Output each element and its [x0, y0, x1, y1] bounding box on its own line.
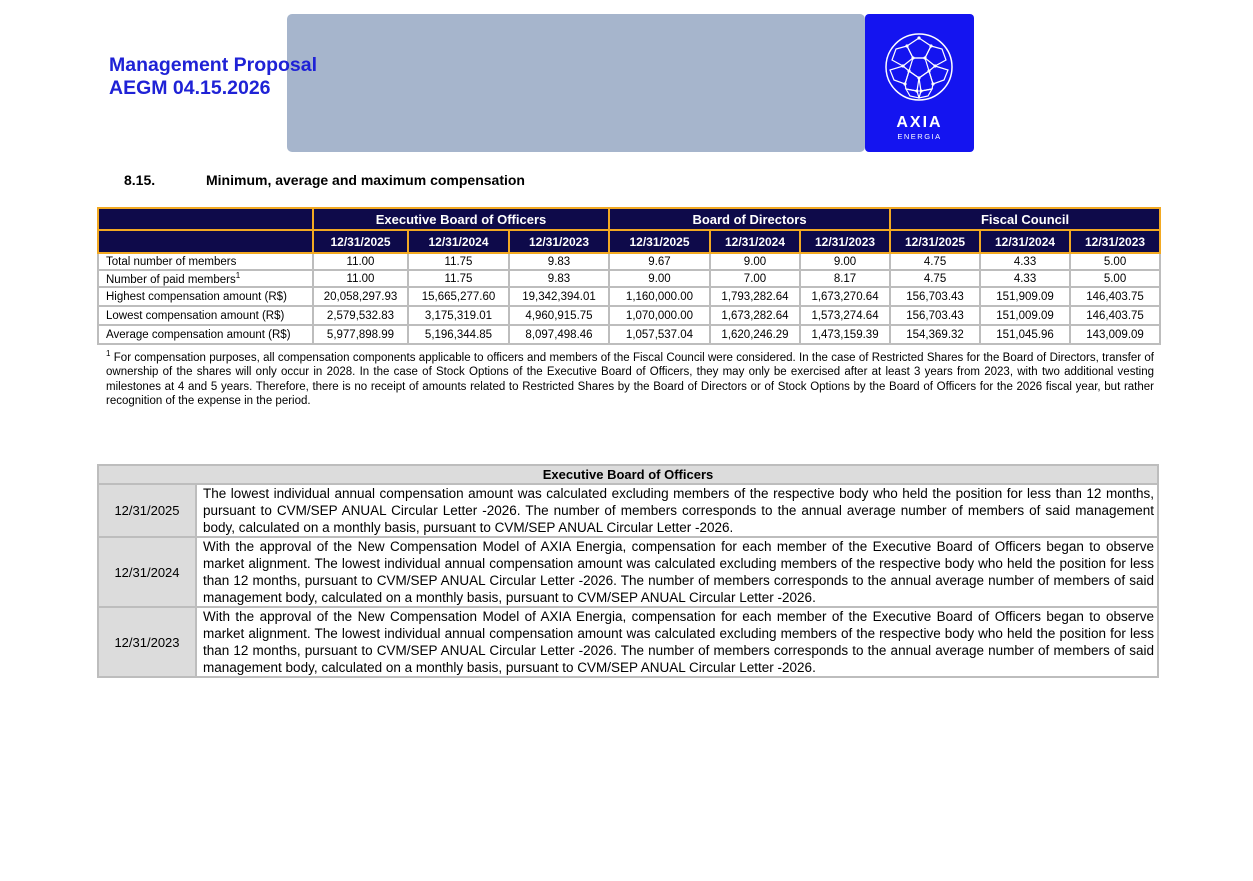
- row-text: With the approval of the New Compensation Model of AXIA Energia, compensation for each member of the Executive Board of Officers began to observe market alignment. The lowest individual annual compensation amount was calculated excluding members of the respective body who held the position for less than 12 months, pursuant to CVM/SEP ANUAL Circular Letter -2026. The number of members corresponds to the annual average number of members of said management body, calculated on a monthly basis, pursuant to CVM/SEP ANUAL Circular Letter -2026.: [196, 607, 1158, 677]
- table-cell: 3,175,319.01: [408, 306, 509, 325]
- table-row: [98, 306, 1160, 325]
- table-cell: 151,909.09: [980, 287, 1070, 306]
- row-date: 12/31/2025: [98, 484, 196, 537]
- description-table-header: Executive Board of Officers: [98, 465, 1158, 484]
- table-row: [98, 607, 1158, 677]
- table-cell: 15,665,277.60: [408, 287, 509, 306]
- row-label: Total number of members: [98, 253, 313, 270]
- section-title: Minimum, average and maximum compensation: [206, 172, 525, 188]
- table-cell: 4,960,915.75: [509, 306, 609, 325]
- footnote-marker: 1: [235, 271, 241, 281]
- date-header: 12/31/2024: [710, 230, 800, 253]
- table-cell: 1,793,282.64: [710, 287, 800, 306]
- table-cell: 1,473,159.39: [800, 325, 890, 344]
- table-cell: 1,673,270.64: [800, 287, 890, 306]
- company-logo: [865, 14, 974, 152]
- table-row: [98, 537, 1158, 607]
- table-cell: 8.17: [800, 270, 890, 287]
- date-header: 12/31/2025: [609, 230, 710, 253]
- table-row: [98, 484, 1158, 537]
- header-banner: [287, 14, 865, 152]
- table-cell: 9.00: [710, 253, 800, 270]
- globe-icon: [884, 32, 954, 102]
- table-cell: 4.75: [890, 270, 980, 287]
- table-row: [98, 325, 1160, 344]
- row-label: Number of paid members: [106, 273, 236, 286]
- table-cell: 151,045.96: [980, 325, 1070, 344]
- table-cell: 1,070,000.00: [609, 306, 710, 325]
- table-cell: 154,369.32: [890, 325, 980, 344]
- table-cell: 2,579,532.83: [313, 306, 408, 325]
- title-line-2: AEGM 04.15.2026: [109, 77, 271, 99]
- row-label: Average compensation amount (R$): [98, 325, 313, 344]
- table-cell: 156,703.43: [890, 306, 980, 325]
- table-cell: 9.83: [509, 253, 609, 270]
- row-label-cell: [98, 270, 313, 287]
- header-blank: [98, 230, 313, 253]
- footnote-text: For compensation purposes, all compensation components applicable to officers and members of the Fiscal Council were considered. In the case of Restricted Shares for the Board of Directors, transfer of ownership of the shares will only occur in 2028. In the case of Stock Options of the Executive Board of Officers, they may only be exercised after at least 3 years from 2023, with two additional vesting milestones at 4 and 5 years. Therefore, there is no receipt of amounts related to Restricted Shares by the Board of Directors or of Stock Options by the Board of Officers for the 2026 fiscal year, but rather recognition of the expense in the period.: [106, 351, 1154, 408]
- table-cell: 5.00: [1070, 253, 1160, 270]
- header-blank: [98, 208, 313, 230]
- table-row: [98, 253, 1160, 270]
- table-cell: 7.00: [710, 270, 800, 287]
- table-cell: 20,058,297.93: [313, 287, 408, 306]
- group-header: Executive Board of Officers: [313, 208, 609, 230]
- table-cell: 9.00: [800, 253, 890, 270]
- table-cell: 146,403.75: [1070, 287, 1160, 306]
- date-header: 12/31/2025: [313, 230, 408, 253]
- row-label: Highest compensation amount (R$): [98, 287, 313, 306]
- logo-wordmark: AXIA: [896, 114, 943, 131]
- footnote: [106, 347, 1154, 409]
- table-cell: 1,573,274.64: [800, 306, 890, 325]
- table-cell: 11.00: [313, 270, 408, 287]
- table-cell: 1,160,000.00: [609, 287, 710, 306]
- table-cell: 5,196,344.85: [408, 325, 509, 344]
- table-cell: 156,703.43: [890, 287, 980, 306]
- table-cell: 11.00: [313, 253, 408, 270]
- table-row: [98, 287, 1160, 306]
- table-cell: 143,009.09: [1070, 325, 1160, 344]
- table-cell: 4.33: [980, 253, 1070, 270]
- row-date: 12/31/2023: [98, 607, 196, 677]
- date-header: 12/31/2024: [980, 230, 1070, 253]
- footnote-marker: 1: [106, 349, 111, 358]
- document-title: [109, 54, 317, 100]
- table-cell: 5,977,898.99: [313, 325, 408, 344]
- table-cell: 4.33: [980, 270, 1070, 287]
- table-row: [98, 270, 1160, 287]
- table-cell: 146,403.75: [1070, 306, 1160, 325]
- table-cell: 151,009.09: [980, 306, 1070, 325]
- table-cell: 1,673,282.64: [710, 306, 800, 325]
- table-cell: 11.75: [408, 270, 509, 287]
- table-cell: 9.00: [609, 270, 710, 287]
- logo-subtitle: ENERGIA: [897, 132, 942, 141]
- table-cell: 8,097,498.46: [509, 325, 609, 344]
- table-cell: 19,342,394.01: [509, 287, 609, 306]
- date-header: 12/31/2023: [509, 230, 609, 253]
- row-label: Lowest compensation amount (R$): [98, 306, 313, 325]
- table-cell: 4.75: [890, 253, 980, 270]
- date-header: 12/31/2024: [408, 230, 509, 253]
- description-table: [97, 464, 1159, 678]
- row-text: The lowest individual annual compensation amount was calculated excluding members of the respective body who held the position for less than 12 months, pursuant to CVM/SEP ANUAL Circular Letter -2026. The number of members corresponds to the annual average number of members of said management body, calculated on a monthly basis, pursuant to CVM/SEP ANUAL Circular Letter -2026.: [196, 484, 1158, 537]
- section-number: 8.15.: [124, 172, 156, 188]
- date-header: 12/31/2023: [1070, 230, 1160, 253]
- group-header: Fiscal Council: [890, 208, 1160, 230]
- table-cell: 1,620,246.29: [710, 325, 800, 344]
- date-header: 12/31/2025: [890, 230, 980, 253]
- group-header: Board of Directors: [609, 208, 890, 230]
- table-cell: 1,057,537.04: [609, 325, 710, 344]
- table-cell: 5.00: [1070, 270, 1160, 287]
- row-text: With the approval of the New Compensation Model of AXIA Energia, compensation for each member of the Executive Board of Officers began to observe market alignment. The lowest individual annual compensation amount was calculated excluding members of the respective body who held the position for less than 12 months, pursuant to CVM/SEP ANUAL Circular Letter -2026. The number of members corresponds to the annual average number of members of said management body, calculated on a monthly basis, pursuant to CVM/SEP ANUAL Circular Letter -2026.: [196, 537, 1158, 607]
- table-cell: 9.67: [609, 253, 710, 270]
- table-cell: 11.75: [408, 253, 509, 270]
- title-line-1: Management Proposal: [109, 54, 318, 76]
- compensation-table: [97, 207, 1161, 345]
- table-cell: 9.83: [509, 270, 609, 287]
- row-date: 12/31/2024: [98, 537, 196, 607]
- date-header: 12/31/2023: [800, 230, 890, 253]
